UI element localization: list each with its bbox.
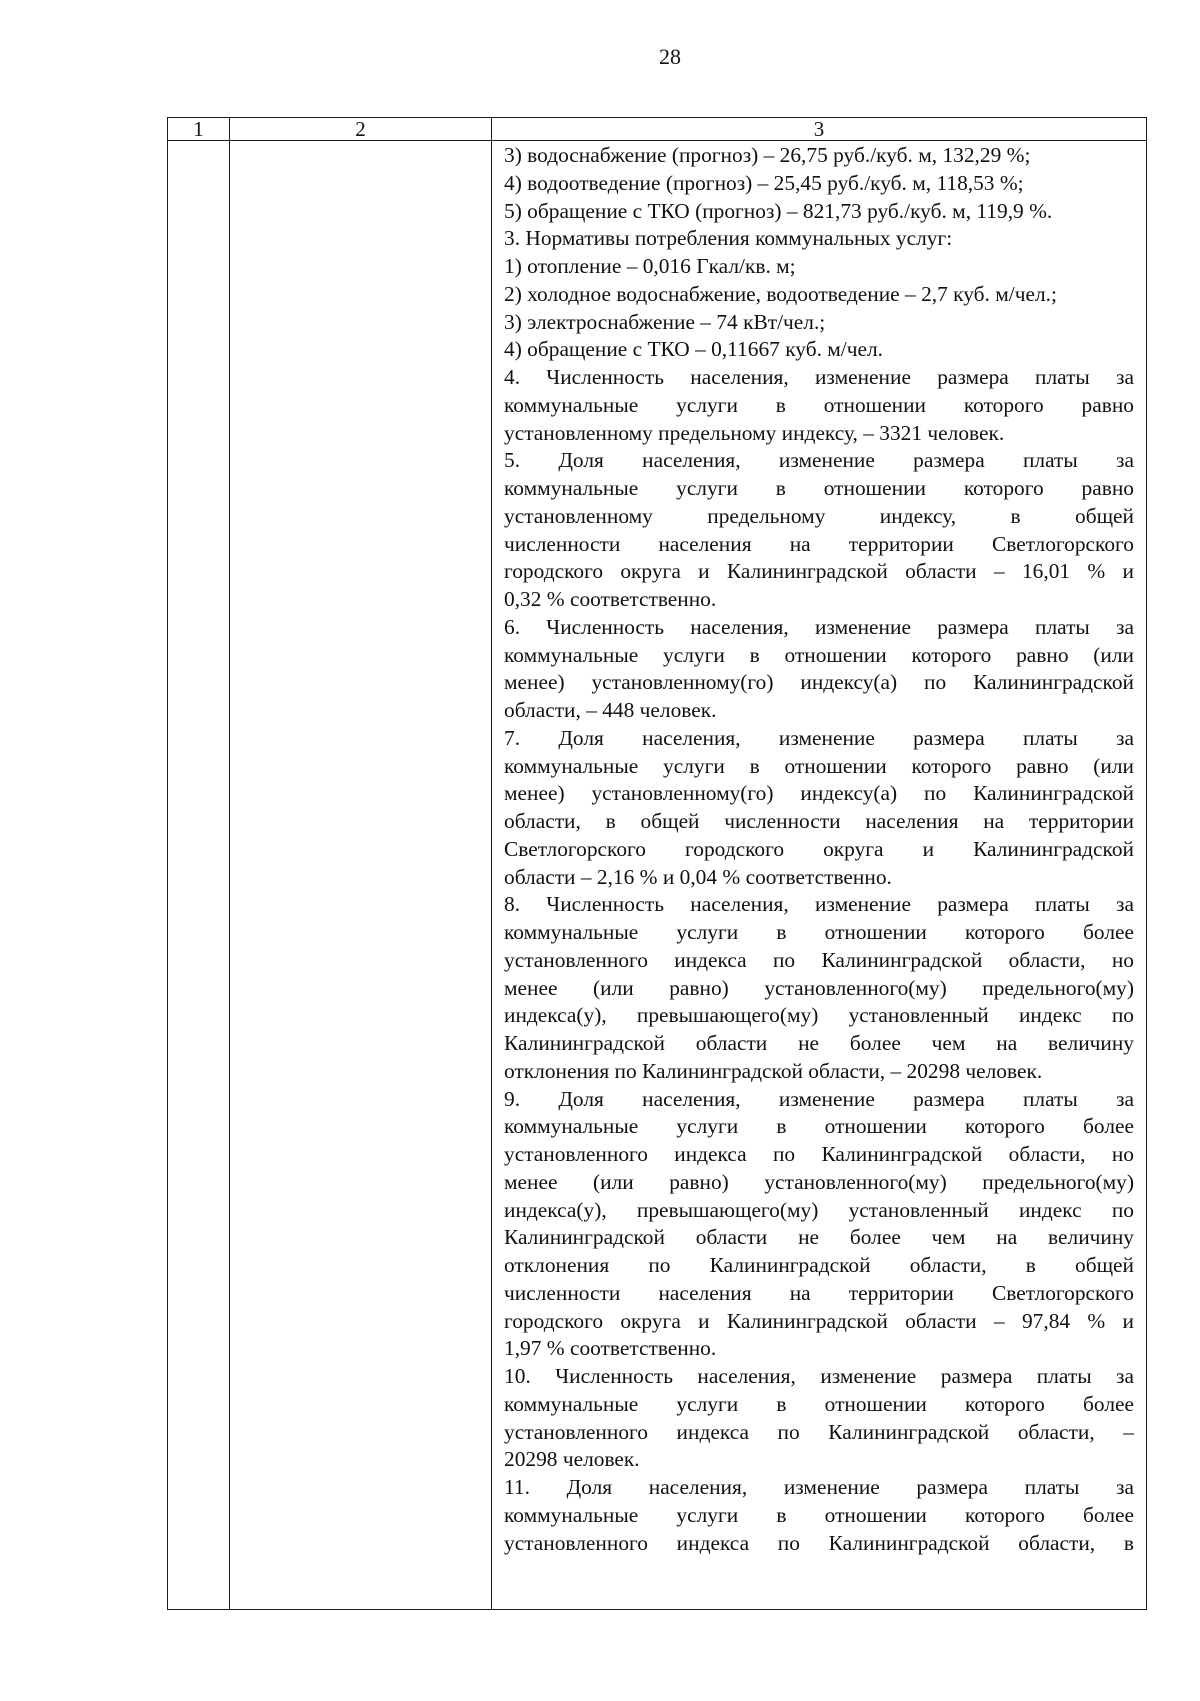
text-line: 3) водоснабжение (прогноз) – 26,75 руб./куб. м, 132,29 %; [504,143,1031,167]
text-line: городского округа и Калининградской области – 16,01 % и [504,559,1134,584]
text-line: Калининградской области не более чем на величину [504,1031,1134,1055]
text-line: менее) установленному(го) индексу(а) по Калининградской [504,670,1134,695]
text-line: 9. Доля населения, изменение размера платы за [504,1086,1134,1111]
column-header-1: 1 [168,118,230,141]
cell-column-1 [168,141,230,1610]
text-line: городского округа и Калининградской области – 97,84 % и [504,1308,1134,1333]
text-line: 1) отопление – 0,016 Гкал/кв. м; [504,254,796,278]
text-line: менее (или равно) установленного(му) предельного(му) [504,975,1134,1000]
text-line: установленного индекса по Калининградской области, в [504,1530,1134,1555]
text-line: 3) электроснабжение – 74 кВт/чел.; [504,309,826,334]
text-line: коммунальные услуги в отношении которого более [504,1391,1134,1416]
text-line: установленному предельному индексу, в общей [504,503,1134,528]
text-line: 4) обращение с ТКО – 0,11667 куб. м/чел. [504,337,884,362]
text-line: 4) водоотведение (прогноз) – 25,45 руб./куб. м, 118,53 %; [504,170,1024,195]
page-number: 28 [659,44,681,69]
text-line: 1,97 % соответственно. [504,1336,717,1361]
text-line: 5. Доля населения, изменение размера платы за [504,448,1134,473]
text-line: установленного индекса по Калининградской области, – [504,1419,1134,1444]
text-line: численности населения на территории Светлогорского [504,531,1134,556]
cell-column-3 [492,141,1147,1610]
text-line: отклонения по Калининградской области, – 20298 человек. [504,1058,1043,1083]
text-line: установленного индекса по Калининградской области, но [504,947,1134,972]
text-line: 3. Нормативы потребления коммунальных услуг: [504,226,953,251]
text-line: отклонения по Калининградской области, в общей [504,1253,1134,1277]
text-line: 7. Доля населения, изменение размера платы за [504,725,1134,750]
text-line: области, в общей численности населения на территории [504,809,1134,833]
column-header-3: 3 [492,118,1147,141]
text-line: Калининградской области не более чем на величину [504,1225,1134,1250]
text-line: области – 2,16 % и 0,04 % соответственно. [504,864,892,889]
text-line: коммунальные услуги в отношении которого равно (или [504,753,1134,778]
text-line: 2) холодное водоснабжение, водоотведение – 2,7 куб. м/чел.; [504,281,1057,306]
text-line: 8. Численность населения, изменение размера платы за [504,892,1134,917]
text-line: установленного индекса по Калининградской области, но [504,1142,1134,1166]
cell-column-2 [230,141,492,1610]
text-line: коммунальные услуги в отношении которого равно (или [504,642,1134,667]
text-line: коммунальные услуги в отношении которого более [504,1502,1134,1527]
text-line: 20298 человек. [504,1447,640,1472]
text-line: менее) установленному(го) индексу(а) по Калининградской [504,781,1134,806]
document-table [167,117,1147,1610]
text-line: индекса(у), превышающего(му) установленный индекс по [504,1003,1134,1028]
text-line: индекса(у), превышающего(му) установленный индекс по [504,1197,1134,1222]
text-line: установленному предельному индексу, – 3321 человек. [504,420,1005,445]
text-line: 11. Доля населения, изменение размера платы за [504,1475,1134,1499]
column-header-2: 2 [230,118,492,141]
text-line: коммунальные услуги в отношении которого более [504,920,1134,944]
text-line: 0,32 % соответственно. [504,587,717,611]
table-header-row [168,118,1147,141]
text-line: коммунальные услуги в отношении которого равно [504,392,1134,417]
text-line: 5) обращение с ТКО (прогноз) – 821,73 руб./куб. м, 119,9 %. [504,198,1053,223]
text-line: 4. Численность населения, изменение размера платы за [504,365,1134,389]
text-line: Светлогорского городского округа и Калининградской [504,836,1134,861]
text-line: коммунальные услуги в отношении которого равно [504,476,1134,500]
text-line: области, – 448 человек. [504,698,717,722]
text-line: менее (или равно) установленного(му) предельного(му) [504,1169,1134,1194]
table-row [168,141,1147,1610]
cell-text [492,141,1146,1557]
text-line: 6. Численность населения, изменение размера платы за [504,614,1134,639]
text-line: коммунальные услуги в отношении которого более [504,1114,1134,1139]
text-line: численности населения на территории Светлогорского [504,1280,1134,1305]
text-line: 10. Численность населения, изменение размера платы за [504,1364,1134,1388]
